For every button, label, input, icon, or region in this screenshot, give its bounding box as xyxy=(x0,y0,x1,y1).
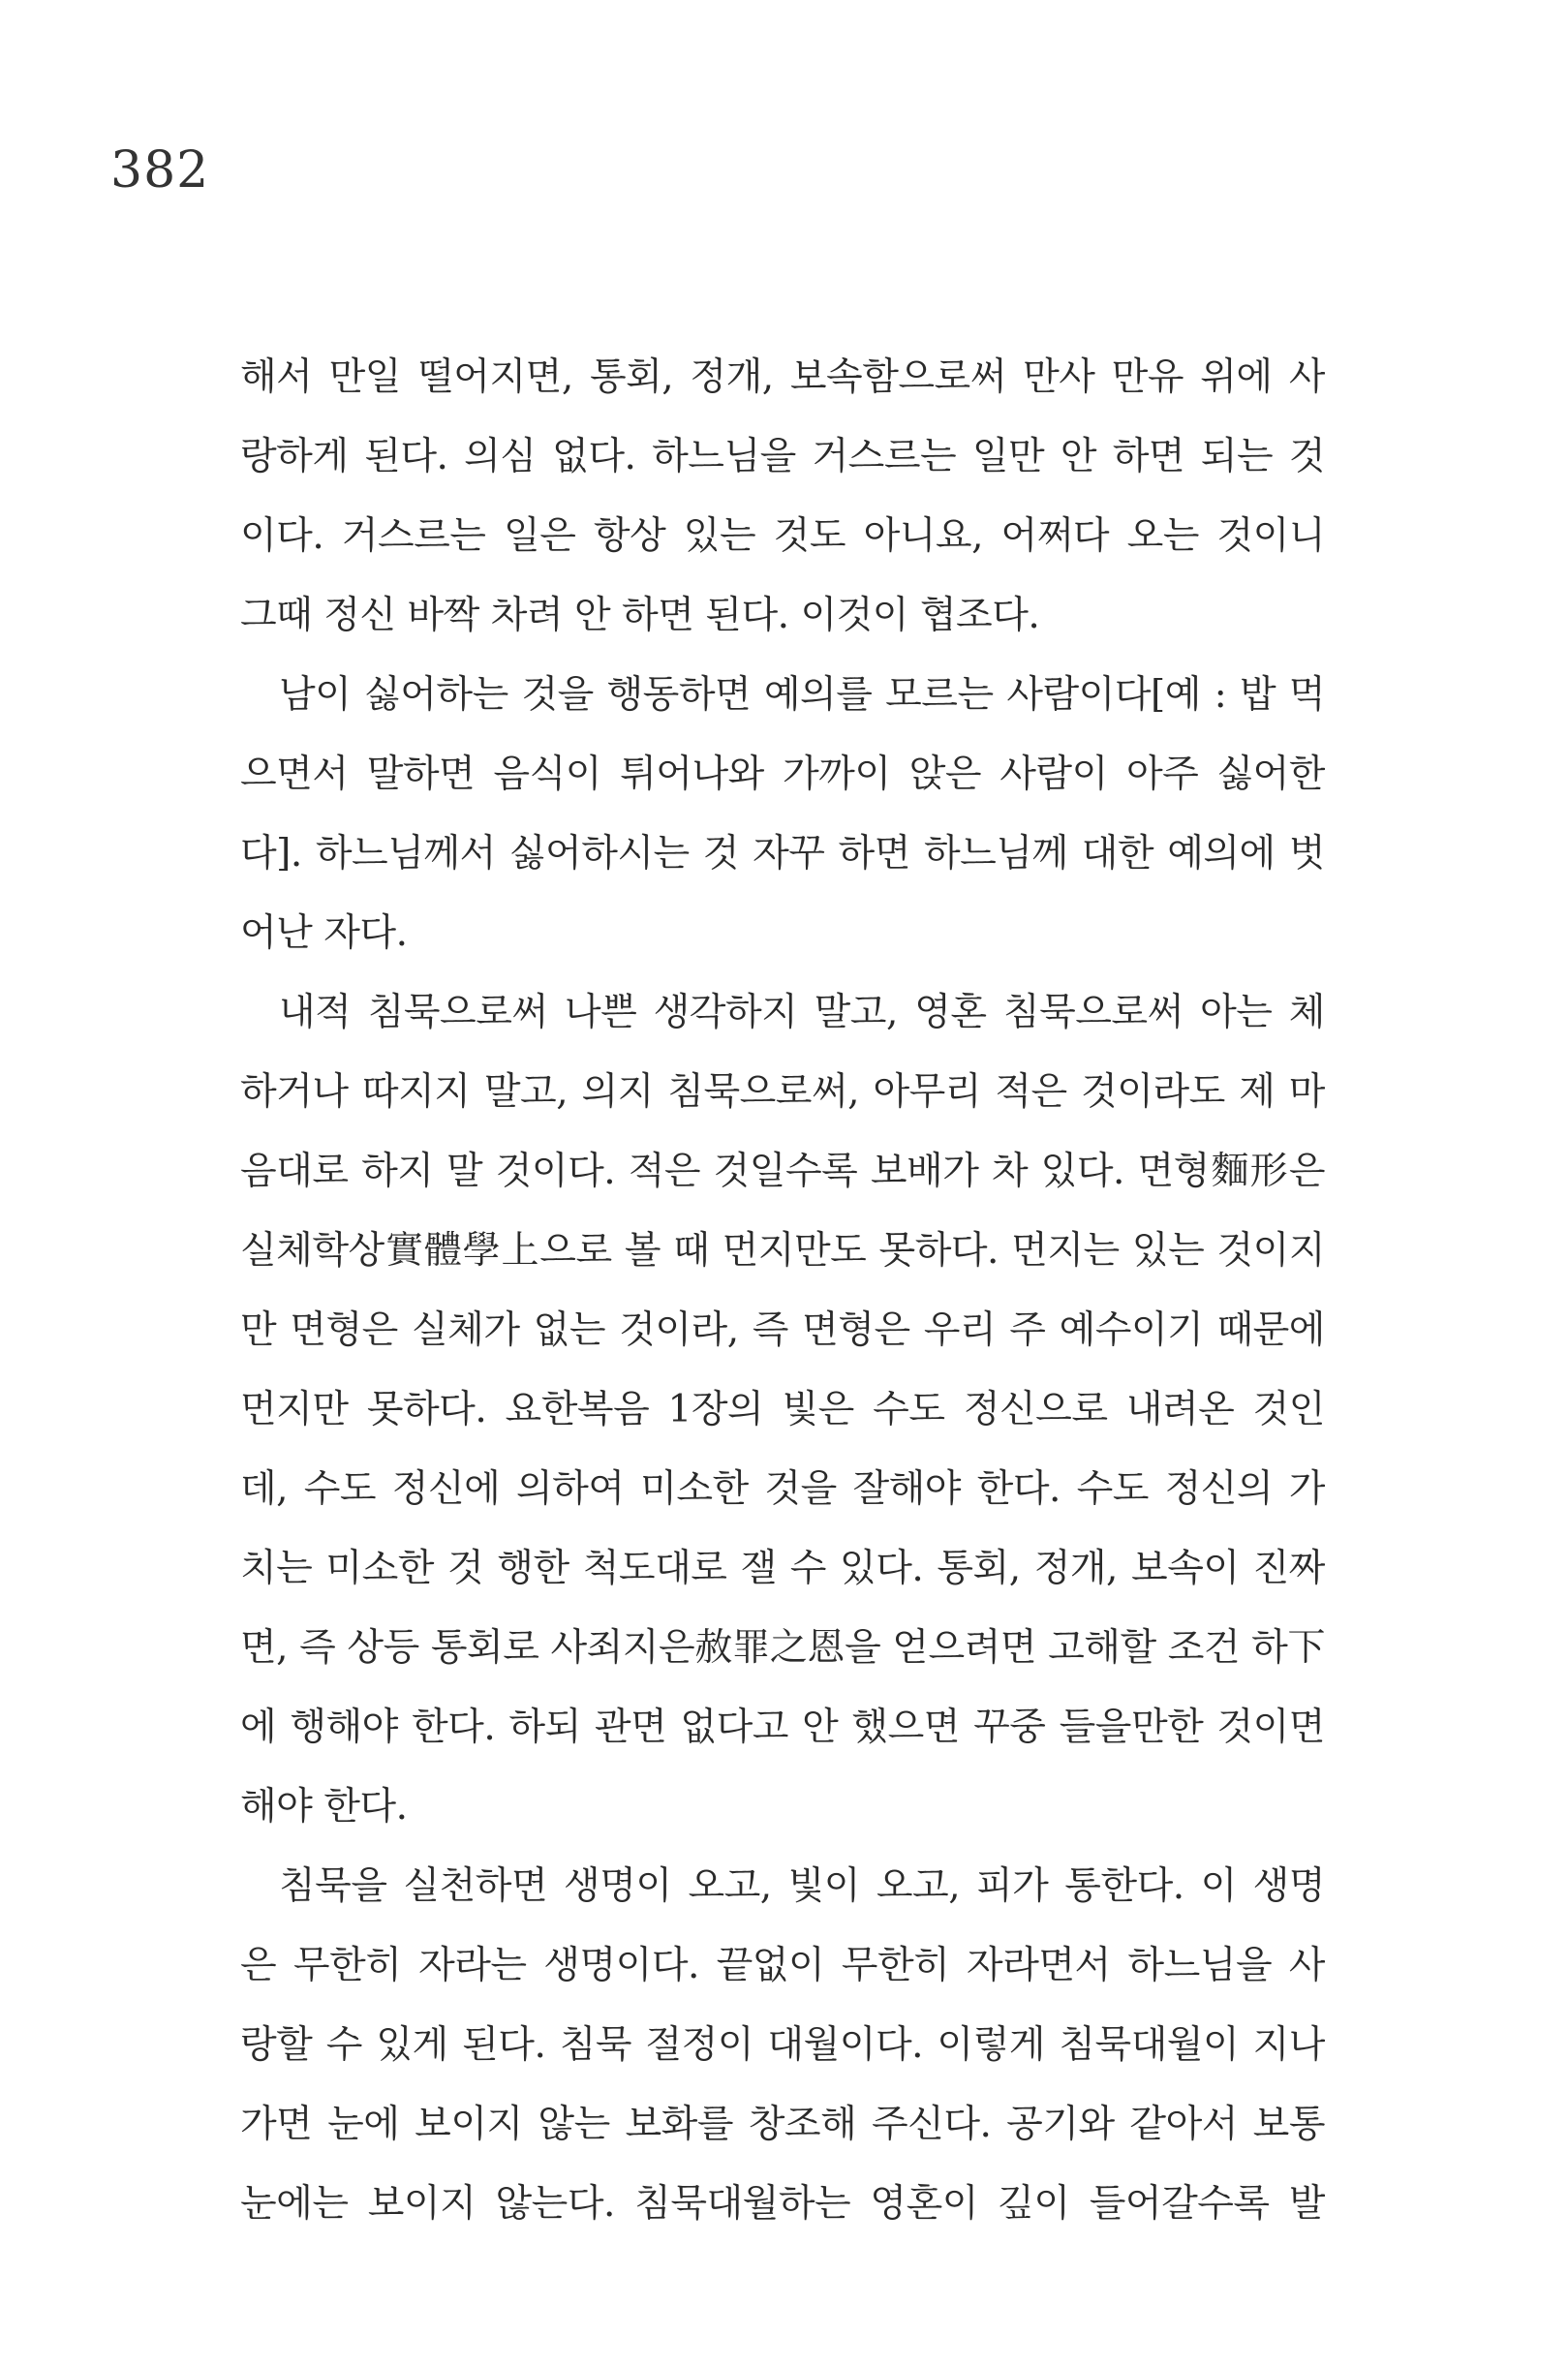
text-line: 랑할 수 있게 된다. 침묵 절정이 대월이다. 이렇게 침묵대월이 지나 xyxy=(240,2023,1325,2067)
text-line: 먼지만 못하다. 요한복음 1장의 빛은 수도 정신으로 내려온 것인 xyxy=(240,1388,1325,1431)
text-line: 치는 미소한 것 행한 척도대로 잴 수 있다. 통회, 정개, 보속이 진짜 xyxy=(240,1547,1325,1590)
text-line: 실체학상實體學上으로 볼 때 먼지만도 못하다. 먼지는 있는 것이지 xyxy=(240,1229,1325,1273)
body-text xyxy=(240,351,1325,2257)
text-line: 이다. 거스르는 일은 항상 있는 것도 아니요, 어쩌다 오는 것이니 xyxy=(240,514,1325,558)
text-line: 만 면형은 실체가 없는 것이라, 즉 면형은 우리 주 예수이기 때문에 xyxy=(240,1308,1325,1352)
text-line: 데, 수도 정신에 의하여 미소한 것을 잘해야 한다. 수도 정신의 가 xyxy=(240,1467,1325,1511)
text-line: 남이 싫어하는 것을 행동하면 예의를 모르는 사람이다[예 : 밥 먹 xyxy=(279,673,1325,717)
text-line: 면, 즉 상등 통회로 사죄지은赦罪之恩을 얻으려면 고해할 조건 하下 xyxy=(240,1626,1325,1670)
text-line: 해서 만일 떨어지면, 통회, 정개, 보속함으로써 만사 만유 위에 사 xyxy=(240,355,1325,399)
text-line: 다]. 하느님께서 싫어하시는 것 자꾸 하면 하느님께 대한 예의에 벗 xyxy=(240,832,1325,876)
text-line: 하거나 따지지 말고, 의지 침묵으로써, 아무리 적은 것이라도 제 마 xyxy=(240,1070,1325,1114)
text-line: 랑하게 된다. 의심 없다. 하느님을 거스르는 일만 안 하면 되는 것 xyxy=(240,435,1325,478)
text-line: 해야 한다. xyxy=(240,1785,408,1829)
text-line: 어난 자다. xyxy=(240,911,408,955)
text-line: 가면 눈에 보이지 않는 보화를 창조해 주신다. 공기와 같아서 보통 xyxy=(240,2103,1325,2146)
text-line: 에 행해야 한다. 하되 관면 없다고 안 했으면 꾸중 들을만한 것이면 xyxy=(240,1706,1325,1749)
text-line: 은 무한히 자라는 생명이다. 끝없이 무한히 자라면서 하느님을 사 xyxy=(240,1944,1325,1987)
text-line: 으면서 말하면 음식이 튀어나와 가까이 앉은 사람이 아주 싫어한 xyxy=(240,753,1325,796)
text-line: 음대로 하지 말 것이다. 적은 것일수록 보배가 차 있다. 면형麵形은 xyxy=(240,1150,1325,1193)
text-line: 침묵을 실천하면 생명이 오고, 빛이 오고, 피가 통한다. 이 생명 xyxy=(279,1864,1325,1908)
page-number: 382 xyxy=(110,141,210,200)
text-line: 눈에는 보이지 않는다. 침묵대월하는 영혼이 깊이 들어갈수록 발 xyxy=(240,2182,1325,2226)
text-line: 그때 정신 바짝 차려 안 하면 된다. 이것이 협조다. xyxy=(240,594,1040,637)
text-line: 내적 침묵으로써 나쁜 생각하지 말고, 영혼 침묵으로써 아는 체 xyxy=(279,991,1325,1034)
